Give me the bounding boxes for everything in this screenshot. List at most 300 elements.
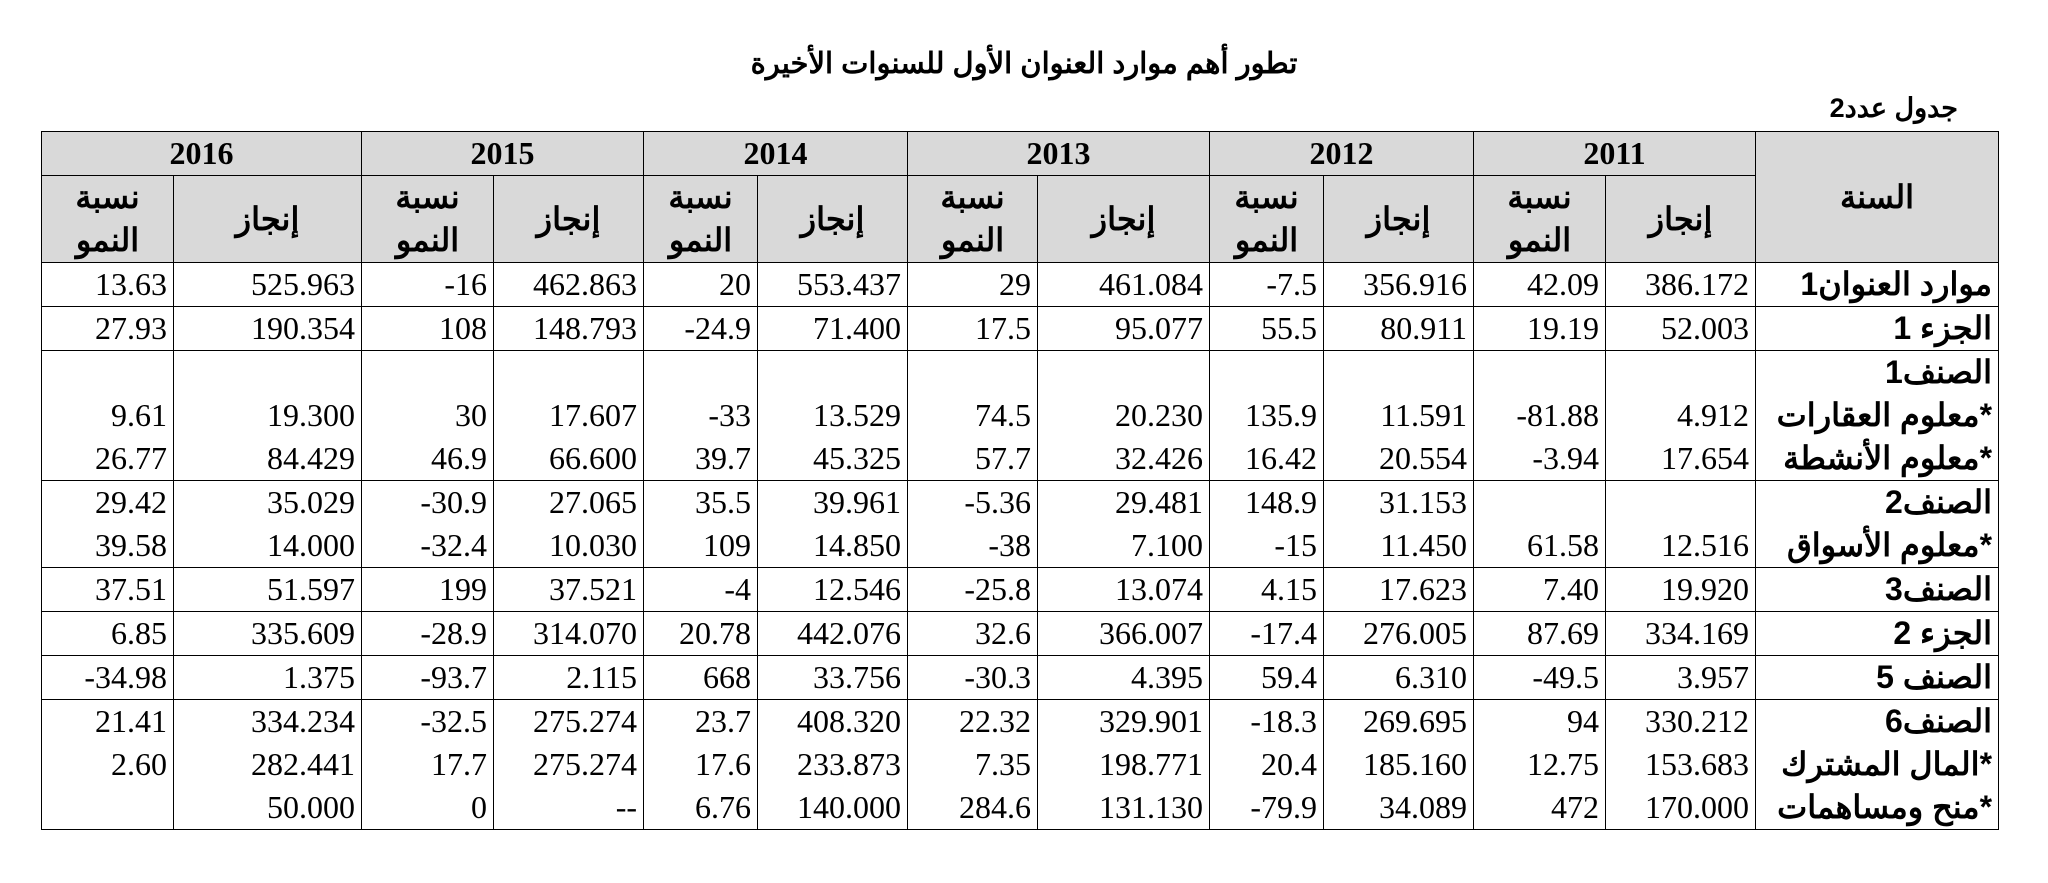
row-label-cell: [1756, 307, 1999, 351]
value-cell: [1324, 700, 1474, 830]
cell-value: 553.437: [797, 266, 901, 302]
value-cell: [174, 263, 362, 307]
cell-value: 17.623: [1379, 571, 1467, 607]
value-cell: [362, 481, 494, 568]
achievement-subheader-2012: إنجاز: [1324, 176, 1474, 263]
row-label: *معلوم الأنشطة: [1783, 440, 1993, 476]
cell-value: 14.000: [267, 527, 355, 563]
cell-value: 170.000: [1645, 789, 1750, 825]
value-cell: [1038, 481, 1210, 568]
value-cell: [644, 612, 758, 656]
value-cell: [174, 568, 362, 612]
value-cell: [1606, 481, 1756, 568]
value-cell: [1324, 656, 1474, 700]
table-body: [42, 263, 1999, 830]
cell-value: 16.42: [1245, 440, 1317, 476]
cell-value: 37.521: [549, 571, 637, 607]
cell-value: 94: [1567, 703, 1599, 739]
cell-value: [1330, 351, 1467, 394]
cell-value: 39.58: [95, 527, 167, 563]
cell-value: 2.60: [111, 746, 167, 782]
achievement-subheader-2016: إنجاز: [174, 176, 362, 263]
document-title: تطور أهم موارد العنوان الأول للسنوات الأخيرة: [750, 48, 1298, 80]
cell-value: [1612, 351, 1749, 394]
value-cell: [644, 568, 758, 612]
cell-value: 29: [999, 266, 1031, 302]
value-cell: [644, 351, 758, 481]
cell-value: 366.007: [1099, 615, 1203, 651]
cell-value: 39.7: [695, 440, 751, 476]
value-cell: [362, 568, 494, 612]
cell-value: 6.76: [695, 789, 751, 825]
cell-value: -38: [988, 527, 1031, 563]
growth-subheader-2016: نسبة النمو: [42, 176, 174, 263]
year-header-2011: 2011: [1474, 132, 1756, 176]
cell-value: 10.030: [549, 527, 637, 563]
cell-value: -18.3: [1250, 703, 1317, 739]
value-cell: [908, 568, 1038, 612]
cell-value: 11.450: [1380, 527, 1467, 563]
cell-value: 334.234: [251, 703, 355, 739]
cell-value: 199: [439, 571, 487, 607]
value-cell: [42, 656, 174, 700]
row-label-cell: [1756, 351, 1999, 481]
value-cell: [174, 351, 362, 481]
cell-value: -17.4: [1250, 615, 1317, 651]
cell-value: -4: [724, 571, 751, 607]
value-cell: [362, 612, 494, 656]
achievement-subheader-2011: إنجاز: [1606, 176, 1756, 263]
header-year-row: [42, 132, 1999, 176]
cell-value: 109: [703, 527, 751, 563]
cell-value: 32.6: [975, 615, 1031, 651]
value-cell: [1474, 263, 1606, 307]
value-cell: [758, 612, 908, 656]
cell-value: -3.94: [1532, 440, 1599, 476]
cell-value: 14.850: [813, 527, 901, 563]
value-cell: [174, 612, 362, 656]
cell-value: 50.000: [267, 789, 355, 825]
cell-value: 3.957: [1677, 659, 1750, 695]
cell-value: 4.912: [1677, 397, 1750, 433]
value-cell: [174, 700, 362, 830]
value-cell: [1038, 612, 1210, 656]
year-label-header: السنة: [1756, 132, 1999, 263]
value-cell: [1474, 700, 1606, 830]
cell-value: 190.354: [251, 310, 355, 346]
cell-value: 284.6: [959, 789, 1031, 825]
cell-value: 71.400: [813, 310, 901, 346]
value-cell: [644, 700, 758, 830]
cell-value: 386.172: [1645, 266, 1750, 302]
cell-value: 275.274: [533, 703, 637, 739]
value-cell: [42, 263, 174, 307]
header-subcolumn-row: [42, 176, 1999, 263]
value-cell: [1210, 307, 1324, 351]
row-label: الصنف3: [1885, 571, 1993, 607]
cell-value: [500, 351, 637, 394]
achievement-subheader-2015: إنجاز: [494, 176, 644, 263]
cell-value: [1044, 351, 1203, 394]
row-label: الصنف 5: [1876, 659, 1993, 695]
value-cell: [42, 351, 174, 481]
cell-value: 4.395: [1131, 659, 1203, 695]
value-cell: [494, 263, 644, 307]
value-cell: [1606, 263, 1756, 307]
cell-value: 55.5: [1261, 310, 1317, 346]
value-cell: [1474, 307, 1606, 351]
cell-value: 108: [439, 310, 487, 346]
cell-value: 17.6: [695, 746, 751, 782]
achievement-subheader-2014: إنجاز: [758, 176, 908, 263]
value-cell: [1606, 351, 1756, 481]
cell-value: 668: [703, 659, 751, 695]
cell-value: 23.7: [695, 703, 751, 739]
cell-value: [650, 351, 751, 394]
cell-value: [48, 786, 167, 829]
value-cell: [908, 700, 1038, 830]
value-cell: [362, 351, 494, 481]
cell-value: 35.029: [267, 484, 355, 520]
value-cell: [758, 481, 908, 568]
cell-value: -28.9: [420, 615, 487, 651]
cell-value: 356.916: [1363, 266, 1467, 302]
table-row: [42, 351, 1999, 481]
cell-value: [1216, 351, 1317, 394]
table-header: [42, 132, 1999, 263]
row-label: موارد العنوان1: [1800, 266, 1993, 302]
table-row: [42, 568, 1999, 612]
cell-value: 7.40: [1543, 571, 1599, 607]
cell-value: 6.85: [111, 615, 167, 651]
cell-value: 12.546: [813, 571, 901, 607]
cell-value: 335.609: [251, 615, 355, 651]
row-label-cell: [1756, 656, 1999, 700]
value-cell: [758, 307, 908, 351]
cell-value: 6.310: [1395, 659, 1467, 695]
cell-value: 12.516: [1661, 527, 1750, 563]
value-cell: [494, 700, 644, 830]
value-cell: [908, 612, 1038, 656]
value-cell: [1606, 612, 1756, 656]
value-cell: [42, 568, 174, 612]
cell-value: 26.77: [95, 440, 167, 476]
cell-value: 0: [471, 789, 487, 825]
cell-value: 7.100: [1131, 527, 1203, 563]
cell-value: 20: [719, 266, 751, 302]
cell-value: 153.683: [1645, 746, 1750, 782]
cell-value: 80.911: [1380, 310, 1467, 346]
value-cell: [1210, 568, 1324, 612]
growth-subheader-2014: نسبة النمو: [644, 176, 758, 263]
cell-value: [764, 351, 901, 394]
cell-value: 198.771: [1099, 746, 1203, 782]
cell-value: 2.115: [566, 659, 637, 695]
cell-value: -25.8: [964, 571, 1031, 607]
year-header-2014: 2014: [644, 132, 908, 176]
resources-table: [41, 131, 1999, 830]
cell-value: -49.5: [1532, 659, 1599, 695]
row-label: الصنف2: [1885, 484, 1993, 520]
row-label: *معلوم العقارات: [1776, 397, 1993, 433]
cell-value: 66.600: [549, 440, 637, 476]
row-label-cell: [1756, 700, 1999, 830]
value-cell: [1038, 307, 1210, 351]
cell-value: 7.35: [975, 746, 1031, 782]
value-cell: [494, 307, 644, 351]
value-cell: [1324, 568, 1474, 612]
row-label: *معلوم الأسواق: [1786, 527, 1993, 563]
cell-value: 84.429: [267, 440, 355, 476]
cell-value: 140.000: [797, 789, 901, 825]
value-cell: [908, 263, 1038, 307]
row-label: الجزء 1: [1893, 310, 1993, 346]
value-cell: [494, 568, 644, 612]
cell-value: 148.9: [1245, 484, 1317, 520]
cell-value: 59.4: [1261, 659, 1317, 695]
row-label-cell: [1756, 568, 1999, 612]
cell-value: 525.963: [251, 266, 355, 302]
row-label: *المال المشترك: [1781, 746, 1993, 782]
table-row: [42, 612, 1999, 656]
row-label-cell: [1756, 612, 1999, 656]
value-cell: [494, 656, 644, 700]
cell-value: 185.160: [1363, 746, 1467, 782]
cell-value: [914, 351, 1031, 394]
cell-value: 17.607: [549, 397, 637, 433]
cell-value: 12.75: [1527, 746, 1599, 782]
cell-value: 330.212: [1645, 703, 1750, 739]
cell-value: 17.7: [431, 746, 487, 782]
value-cell: [1038, 656, 1210, 700]
cell-value: 17.654: [1661, 440, 1750, 476]
cell-value: 442.076: [797, 615, 901, 651]
row-label-cell: [1756, 263, 1999, 307]
row-label: الصنف1: [1885, 354, 1993, 390]
value-cell: [1210, 612, 1324, 656]
value-cell: [174, 656, 362, 700]
cell-value: 329.901: [1099, 703, 1203, 739]
cell-value: 52.003: [1661, 310, 1750, 346]
cell-value: 462.863: [533, 266, 637, 302]
cell-value: 4.15: [1261, 571, 1317, 607]
value-cell: [1210, 656, 1324, 700]
year-header-2012: 2012: [1210, 132, 1474, 176]
cell-value: 20.230: [1115, 397, 1203, 433]
cell-value: 269.695: [1363, 703, 1467, 739]
value-cell: [42, 307, 174, 351]
cell-value: 19.300: [267, 397, 355, 433]
value-cell: [1210, 700, 1324, 830]
cell-value: 61.58: [1527, 527, 1599, 563]
cell-value: 275.274: [533, 746, 637, 782]
cell-value: 45.325: [813, 440, 901, 476]
cell-value: 131.130: [1099, 789, 1203, 825]
table-row: [42, 656, 1999, 700]
cell-value: 34.089: [1379, 789, 1467, 825]
row-label-cell: [1756, 481, 1999, 568]
value-cell: [1606, 656, 1756, 700]
value-cell: [1474, 568, 1606, 612]
value-cell: [362, 700, 494, 830]
cell-value: 19.920: [1661, 571, 1750, 607]
value-cell: [644, 481, 758, 568]
row-label: *منح ومساهمات: [1777, 789, 1993, 825]
cell-value: 33.756: [813, 659, 901, 695]
cell-value: 46.9: [431, 440, 487, 476]
value-cell: [1474, 656, 1606, 700]
cell-value: --: [615, 789, 637, 825]
cell-value: -15: [1274, 527, 1317, 563]
value-cell: [908, 351, 1038, 481]
value-cell: [1210, 481, 1324, 568]
cell-value: 461.084: [1099, 266, 1203, 302]
cell-value: 148.793: [533, 310, 637, 346]
cell-value: 13.63: [95, 266, 167, 302]
table-row: [42, 481, 1999, 568]
value-cell: [758, 263, 908, 307]
cell-value: 20.554: [1379, 440, 1467, 476]
cell-value: 37.51: [95, 571, 167, 607]
cell-value: -32.5: [420, 703, 487, 739]
value-cell: [1038, 568, 1210, 612]
value-cell: [1324, 612, 1474, 656]
value-cell: [1324, 307, 1474, 351]
cell-value: 39.961: [813, 484, 901, 520]
value-cell: [1038, 351, 1210, 481]
value-cell: [758, 351, 908, 481]
cell-value: 282.441: [251, 746, 355, 782]
cell-value: 135.9: [1245, 397, 1317, 433]
cell-value: [180, 351, 355, 394]
cell-value: -81.88: [1516, 397, 1599, 433]
value-cell: [1474, 612, 1606, 656]
cell-value: 1.375: [283, 659, 355, 695]
cell-value: [368, 351, 487, 394]
year-header-2016: 2016: [42, 132, 362, 176]
value-cell: [1210, 351, 1324, 481]
growth-subheader-2013: نسبة النمو: [908, 176, 1038, 263]
value-cell: [758, 568, 908, 612]
row-label: الصنف6: [1885, 703, 1993, 739]
value-cell: [494, 612, 644, 656]
cell-value: 29.481: [1115, 484, 1203, 520]
cell-value: 27.065: [549, 484, 637, 520]
value-cell: [1606, 700, 1756, 830]
year-header-2015: 2015: [362, 132, 644, 176]
cell-value: -32.4: [420, 527, 487, 563]
value-cell: [908, 307, 1038, 351]
year-header-2013: 2013: [908, 132, 1210, 176]
cell-value: 334.169: [1645, 615, 1750, 651]
cell-value: 95.077: [1115, 310, 1203, 346]
value-cell: [362, 263, 494, 307]
cell-value: 22.32: [959, 703, 1031, 739]
value-cell: [758, 700, 908, 830]
cell-value: 31.153: [1379, 484, 1467, 520]
cell-value: -5.36: [964, 484, 1031, 520]
cell-value: 21.41: [95, 703, 167, 739]
cell-value: 19.19: [1527, 310, 1599, 346]
value-cell: [1606, 568, 1756, 612]
cell-value: 472: [1551, 789, 1599, 825]
cell-value: 11.591: [1380, 397, 1467, 433]
value-cell: [908, 481, 1038, 568]
table-row: [42, 307, 1999, 351]
cell-value: 233.873: [797, 746, 901, 782]
cell-value: 13.074: [1115, 571, 1203, 607]
value-cell: [1324, 351, 1474, 481]
table-row: [42, 263, 1999, 307]
cell-value: 87.69: [1527, 615, 1599, 651]
table-number: جدول عدد2: [1829, 93, 1958, 123]
value-cell: [1038, 700, 1210, 830]
cell-value: 276.005: [1363, 615, 1467, 651]
cell-value: 9.61: [111, 397, 167, 433]
value-cell: [644, 656, 758, 700]
cell-value: 408.320: [797, 703, 901, 739]
value-cell: [174, 481, 362, 568]
cell-value: -79.9: [1250, 789, 1317, 825]
achievement-subheader-2013: إنجاز: [1038, 176, 1210, 263]
cell-value: 13.529: [813, 397, 901, 433]
growth-subheader-2015: نسبة النمو: [362, 176, 494, 263]
cell-value: [1612, 481, 1749, 524]
cell-value: -93.7: [420, 659, 487, 695]
cell-value: 35.5: [695, 484, 751, 520]
value-cell: [908, 656, 1038, 700]
value-cell: [758, 656, 908, 700]
value-cell: [362, 656, 494, 700]
cell-value: 57.7: [975, 440, 1031, 476]
value-cell: [174, 307, 362, 351]
value-cell: [1474, 351, 1606, 481]
cell-value: 42.09: [1527, 266, 1599, 302]
value-cell: [1324, 263, 1474, 307]
cell-value: [1480, 481, 1599, 524]
value-cell: [1324, 481, 1474, 568]
value-cell: [494, 351, 644, 481]
growth-subheader-2011: نسبة النمو: [1474, 176, 1606, 263]
cell-value: 30: [455, 397, 487, 433]
cell-value: -33: [708, 397, 751, 433]
cell-value: 20.78: [679, 615, 751, 651]
cell-value: -16: [444, 266, 487, 302]
cell-value: -24.9: [684, 310, 751, 346]
value-cell: [42, 612, 174, 656]
value-cell: [1606, 307, 1756, 351]
value-cell: [42, 700, 174, 830]
cell-value: -34.98: [84, 659, 167, 695]
row-label: الجزء 2: [1893, 615, 1993, 651]
cell-value: 32.426: [1115, 440, 1203, 476]
value-cell: [42, 481, 174, 568]
cell-value: 20.4: [1261, 746, 1317, 782]
cell-value: [48, 351, 167, 394]
cell-value: -30.3: [964, 659, 1031, 695]
table-row: [42, 700, 1999, 830]
value-cell: [494, 481, 644, 568]
cell-value: 29.42: [95, 484, 167, 520]
growth-subheader-2012: نسبة النمو: [1210, 176, 1324, 263]
value-cell: [1474, 481, 1606, 568]
value-cell: [644, 307, 758, 351]
cell-value: 27.93: [95, 310, 167, 346]
cell-value: 314.070: [533, 615, 637, 651]
cell-value: 17.5: [975, 310, 1031, 346]
cell-value: -30.9: [420, 484, 487, 520]
cell-value: 51.597: [267, 571, 355, 607]
